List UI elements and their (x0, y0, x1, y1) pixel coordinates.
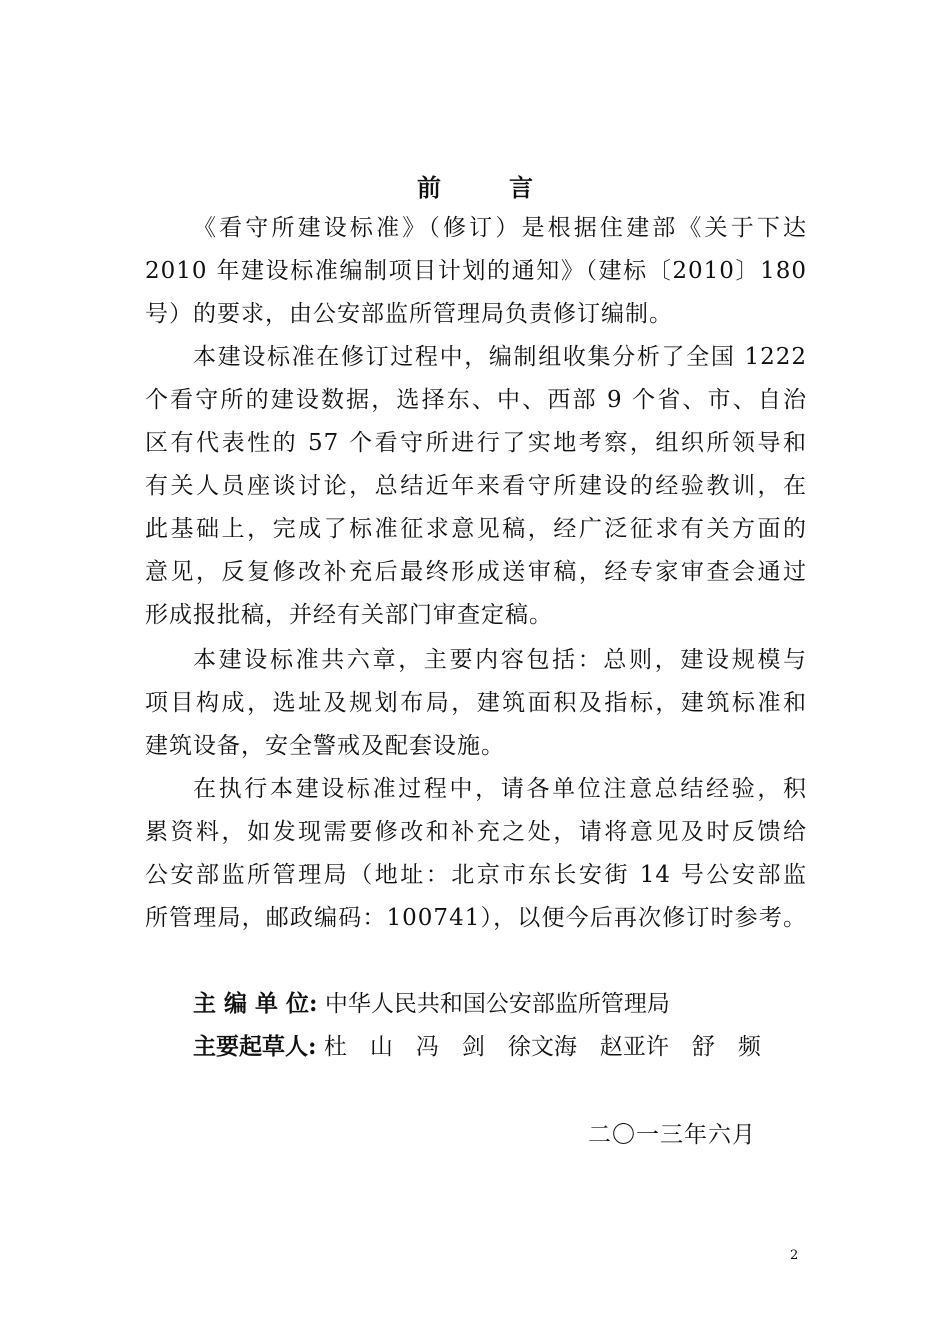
chief-editor-unit-row (193, 987, 670, 1021)
paragraph-1-line-3: 号）的要求，由公安部监所管理局负责修订编制。 (145, 301, 673, 327)
paragraph-2-line-1: 本建设标准在修订过程中，编制组收集分析了全国 1222 (193, 344, 807, 370)
paragraph-3-line-2: 项目构成，选址及规划布局，建筑面积及指标，建筑标准和 (145, 690, 807, 716)
paragraph-2-line-3: 区有代表性的 57 个看守所进行了实地考察，组织所领导和 (145, 430, 807, 456)
page-number: 2 (790, 1248, 799, 1263)
paragraph-4-line-3: 公安部监所管理局（地址：北京市东长安街 14 号公安部监 (145, 862, 807, 888)
paragraph-3-line-1: 本建设标准共六章，主要内容包括：总则，建设规模与 (193, 647, 807, 673)
paragraph-2-line-7: 形成报批稿，并经有关部门审查定稿。 (145, 602, 553, 628)
chief-editor-unit-value: 中华人民共和国公安部监所管理局 (324, 991, 670, 1017)
chief-editor-unit-label: 主 编 单 位: (193, 990, 318, 1017)
paragraph-2-line-6: 意见，反复修改补充后最终形成送审稿，经专家审查会通过 (145, 559, 807, 585)
main-drafters-row (193, 1030, 761, 1064)
paragraph-1-line-1: 《看守所建设标准》（修订）是根据住建部《关于下达 (193, 215, 807, 241)
paragraph-4-line-1: 在执行本建设标准过程中，请各单位注意总结经验，积 (193, 776, 807, 802)
paragraph-4-line-2: 累资料，如发现需要修改和补充之处，请将意见及时反馈给 (145, 819, 807, 845)
main-drafters-value: 杜 山 冯 剑 徐文海 赵亚许 舒 频 (323, 1034, 761, 1060)
page-title: 前 言 (417, 173, 555, 202)
paragraph-4-line-4: 所管理局，邮政编码：100741），以便今后再次修订时参考。 (145, 905, 807, 931)
paragraph-2-line-2: 个看守所的建设数据，选择东、中、西部 9 个省、市、自治 (145, 387, 807, 413)
paragraph-1-line-2: 2010 年建设标准编制项目计划的通知》（建标〔2010〕180 (145, 258, 807, 284)
paragraph-2-line-4: 有关人员座谈讨论，总结近年来看守所建设的经验教训，在 (145, 473, 807, 499)
paragraph-2-line-5: 此基础上，完成了标准征求意见稿，经广泛征求有关方面的 (145, 516, 807, 542)
main-drafters-label: 主要起草人: (193, 1033, 317, 1060)
paragraph-3-line-3: 建筑设备，安全警戒及配套设施。 (145, 733, 505, 759)
document-date: 二〇一三年六月 (588, 1122, 756, 1148)
